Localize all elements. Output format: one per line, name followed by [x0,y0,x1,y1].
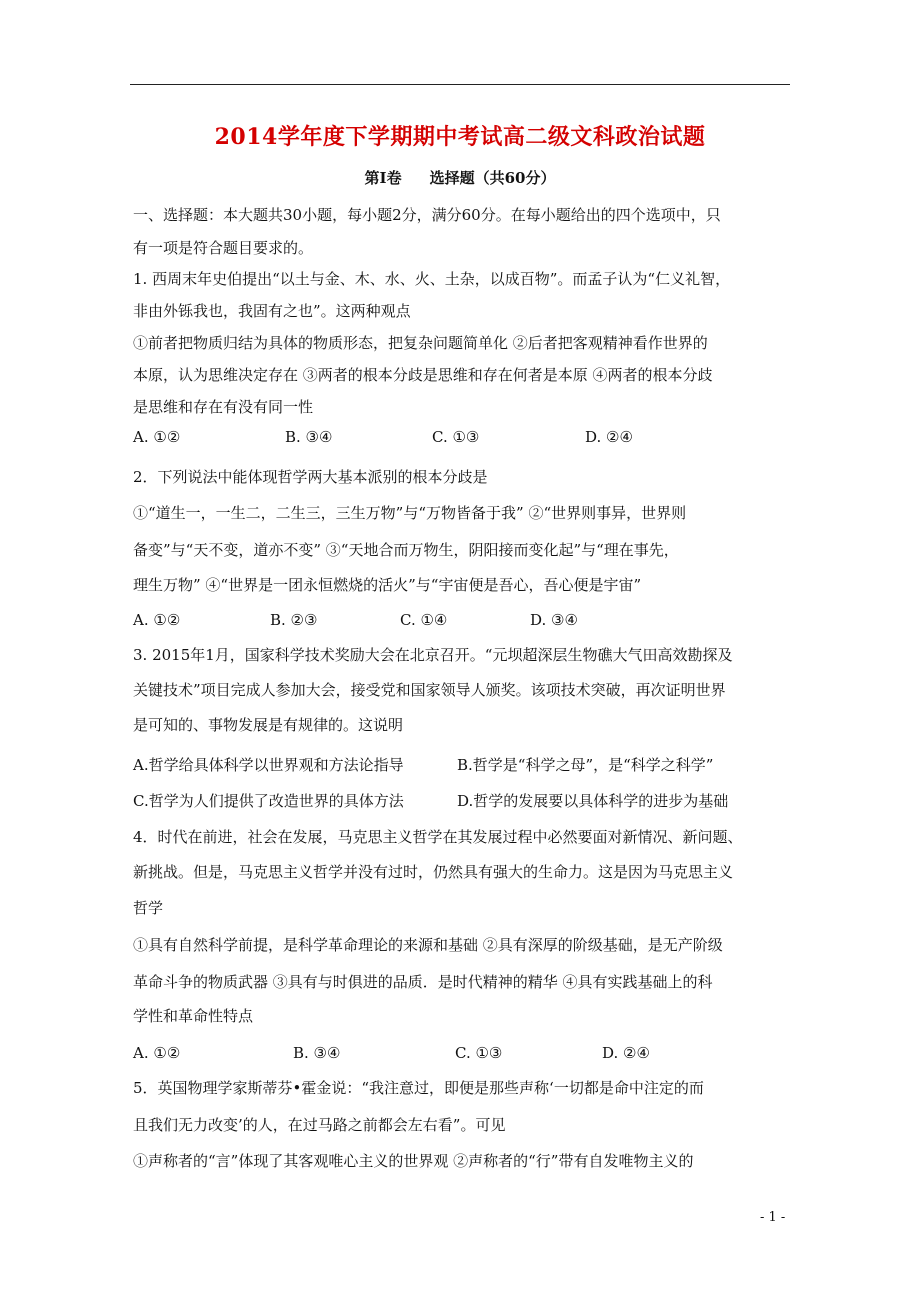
question-2-statement: ①“道生一，一生二，二生三，三生万物”与“万物皆备于我” ②“世界则事异，世界则 [133,504,687,522]
question-5-statement: ①声称者的“言”体现了其客观唯心主义的世界观 ②声称者的“行”带有自发唯物主义的 [133,1152,694,1170]
q1-option-c: C. ①③ [432,428,480,446]
part-title: 选择题（共60分） [429,169,556,187]
question-2-statement: 备变”与“天不变，道亦不变” ③“天地合而万物生，阴阳接而变化起”与“理在事先， [133,541,679,559]
q3-option-b: B.哲学是“科学之母”，是“科学之科学” [457,756,714,774]
page-number: - 1 - [760,1210,786,1225]
q1-option-d: D. ②④ [585,428,633,446]
q4-option-c: C. ①③ [455,1044,503,1062]
question-2-stem: 2．下列说法中能体现哲学两大基本派别的根本分歧是 [133,468,488,486]
question-4-stem: 哲学 [133,899,164,917]
q3-option-a: A.哲学给具体科学以世界观和方法论指导 [133,756,404,774]
question-1-statement: ①前者把物质归结为具体的物质形态，把复杂问题简单化 ②后者把客观精神看作世界的 [133,334,708,352]
q3-option-c: C.哲学为人们提供了改造世界的具体方法 [133,792,404,810]
instruction-line: 有一项是符合题目要求的。 [133,239,314,257]
question-1-statement: 本原，认为思维决定存在 ③两者的根本分歧是思维和存在何者是本原 ④两者的根本分歧 [133,366,713,384]
question-4-statement: 革命斗争的物质武器 ③具有与时俱进的品质．是时代精神的精华 ④具有实践基础上的科 [133,973,713,991]
q2-option-a: A. ①② [133,611,181,629]
question-2-statement: 理生万物” ④“世界是一团永恒燃烧的活火”与“宇宙便是吾心，吾心便是宇宙” [133,576,642,594]
question-1-statement: 是思维和存在有没有同一性 [133,398,314,416]
question-3-stem: 是可知的、事物发展是有规律的。这说明 [133,716,404,734]
section-heading [0,167,920,188]
exam-title: 2014学年度下学期期中考试高二级文科政治试题 [214,124,706,150]
q2-option-b: B. ②③ [270,611,318,629]
instruction-line: 一、选择题：本大题共30小题，每小题2分，满分60分。在每小题给出的四个选项中，只 [133,206,721,224]
q4-option-b: B. ③④ [293,1044,341,1062]
q1-option-a: A. ①② [133,428,181,446]
q3-option-d: D.哲学的发展要以具体科学的进步为基础 [457,792,729,810]
question-4-statement: ①具有自然科学前提，是科学革命理论的来源和基础 ②具有深厚的阶级基础，是无产阶级 [133,936,723,954]
q4-option-d: D. ②④ [602,1044,650,1062]
question-1-stem: 非由外铄我也，我固有之也”。这两种观点 [133,302,411,320]
q1-option-b: B. ③④ [285,428,333,446]
header-rule [130,84,790,85]
part-label: 第Ⅰ卷 [364,169,402,187]
question-3-stem: 3. 2015年1月，国家科学技术奖励大会在北京召开。“元坝超深层生物礁大气田高效勘探及 [133,646,733,664]
question-5-stem: 且我们无力改变’的人，在过马路之前都会左右看”。可见 [133,1116,506,1134]
question-1-stem: 1. 西周末年史伯提出“以土与金、木、水、火、土杂，以成百物”。而孟子认为“仁义礼智， [133,270,731,288]
question-4-stem: 新挑战。但是，马克思主义哲学并没有过时，仍然具有强大的生命力。这是因为马克思主义 [133,863,734,881]
q2-option-d: D. ③④ [530,611,578,629]
question-3-stem: 关键技术”项目完成人参加大会，接受党和国家领导人颁奖。该项技术突破，再次证明世界 [133,681,726,699]
question-4-statement: 学性和革命性特点 [133,1007,254,1025]
question-5-stem: 5．英国物理学家斯蒂芬•霍金说：“我注意过，即便是那些声称‘一切都是命中注定的而 [133,1079,704,1097]
question-4-stem: 4．时代在前进，社会在发展，马克思主义哲学在其发展过程中必然要面对新情况、新问题、 [133,828,743,846]
q2-option-c: C. ①④ [400,611,448,629]
q4-option-a: A. ①② [133,1044,181,1062]
